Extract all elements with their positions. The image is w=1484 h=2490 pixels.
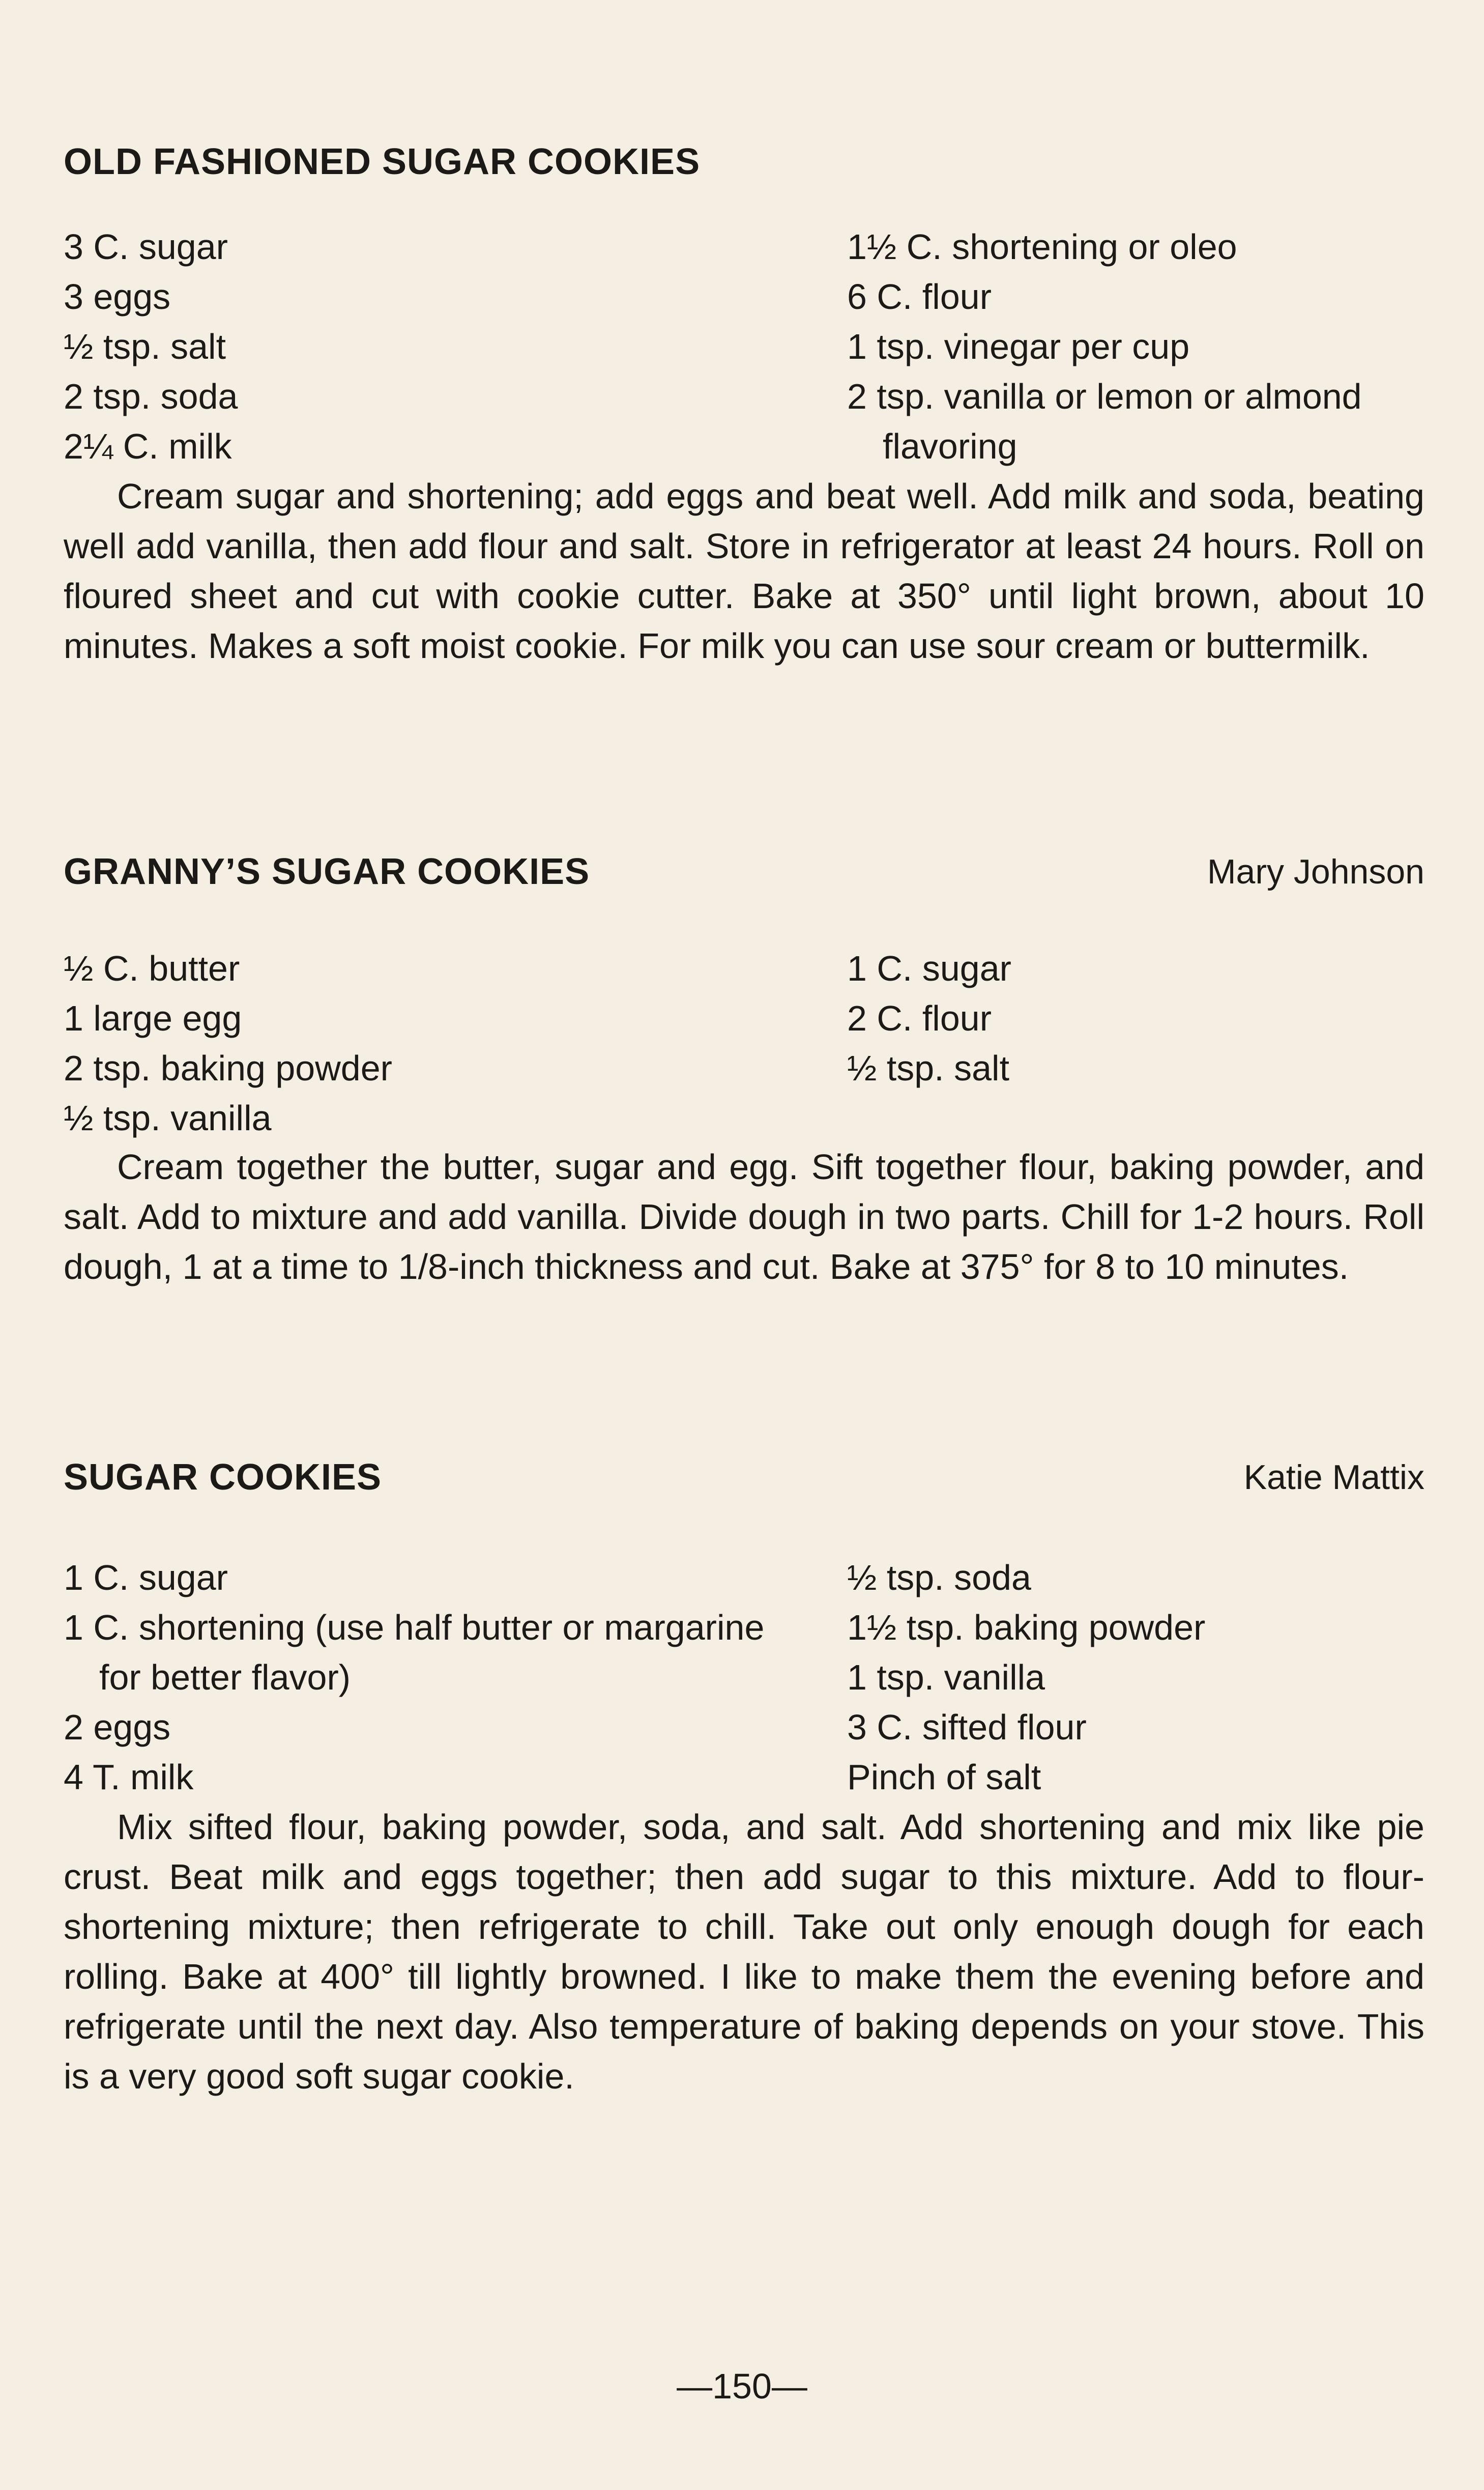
ingredient: 3 eggs <box>64 277 171 317</box>
ingredient: 2 tsp. vanilla or lemon or almond <box>847 377 1362 416</box>
recipe-author: Mary Johnson <box>1207 852 1424 891</box>
ingredient: 4 T. milk <box>64 1757 194 1797</box>
ingredient: Pinch of salt <box>847 1757 1041 1797</box>
ingredient: 2 tsp. baking powder <box>64 1048 392 1088</box>
ingredient-column-right <box>847 1553 1205 1802</box>
recipe-title: SUGAR COOKIES <box>64 1457 382 1498</box>
ingredient: 1 large egg <box>64 998 242 1038</box>
ingredient-column-left <box>64 943 392 1143</box>
recipe-title: OLD FASHIONED SUGAR COOKIES <box>64 141 701 182</box>
ingredient: ½ tsp. salt <box>64 327 226 366</box>
ingredient: 3 C. sifted flour <box>847 1707 1087 1747</box>
ingredient: 1½ tsp. baking powder <box>847 1608 1206 1647</box>
ingredient: flavoring <box>883 426 1017 466</box>
ingredient: ½ tsp. salt <box>847 1048 1010 1088</box>
recipe-title: GRANNY’S SUGAR COOKIES <box>64 851 590 892</box>
ingredient-column-left <box>64 222 238 471</box>
ingredient-column-right <box>847 943 1011 1093</box>
recipe-old-fashioned-sugar-cookies <box>64 137 1424 666</box>
ingredient: 1 tsp. vanilla <box>847 1657 1045 1697</box>
ingredient: 1½ C. shortening or oleo <box>847 227 1237 267</box>
recipe-sugar-cookies <box>64 1453 1424 2096</box>
ingredient: 2 eggs <box>64 1707 171 1747</box>
ingredient: 3 C. sugar <box>64 227 228 267</box>
ingredient-list <box>64 222 1424 471</box>
ingredient: 2 tsp. soda <box>64 377 238 416</box>
recipe-header <box>64 847 1424 896</box>
ingredient: 1 C. shortening (use half butter or margarine <box>64 1608 765 1647</box>
recipe-header <box>64 1453 1424 1502</box>
ingredient-column-right <box>847 222 1362 471</box>
ingredient: for better flavor) <box>99 1657 351 1697</box>
recipe-instructions: Cream together the butter, sugar and egg. Sift together flour, baking powder, and salt. Add to mixture and add vanilla. Divide dough in two parts. Chill for 1-2 hours. Roll dough, 1 at a time to 1/8-inch thickness and cut. Bake at 375° for 8 to 10 minutes. <box>64 1147 1424 1286</box>
page-number: —150— <box>677 2366 807 2406</box>
recipe-grannys-sugar-cookies <box>64 847 1424 1286</box>
ingredient-list <box>64 943 1424 1143</box>
ingredient: ½ tsp. vanilla <box>64 1098 272 1138</box>
ingredient: ½ C. butter <box>64 949 240 988</box>
recipe-instructions: Mix sifted flour, baking powder, soda, and salt. Add shortening and mix like pie crust. Beat milk and eggs together; then add sugar to this mixture. Add to flour-shortening mixture; then refrigerate to chill. Take out only enough dough for each rolling. Bake at 400° till lightly browned. I like to make them the evening before and refrigerate until the next day. Also temperature of baking depends on your stove. This is a very good soft sugar cookie. <box>64 1807 1424 2096</box>
ingredient: 1 C. sugar <box>847 949 1011 988</box>
ingredient: 2 C. flour <box>847 998 992 1038</box>
ingredient: 1 C. sugar <box>64 1558 228 1597</box>
ingredient: 2¼ C. milk <box>64 426 232 466</box>
recipe-author: Katie Mattix <box>1243 1458 1424 1497</box>
ingredient: 1 tsp. vinegar per cup <box>847 327 1190 366</box>
ingredient-column-left <box>64 1553 764 1802</box>
ingredient-list <box>64 1553 1424 1802</box>
ingredient: 6 C. flour <box>847 277 992 317</box>
recipe-instructions: Cream sugar and shortening; add eggs and beat well. Add milk and soda, beating well add vanilla, then add flour and salt. Store in refrigerator at least 24 hours. Roll on floured sheet and cut with cookie cutter. Bake at 350° until light brown, about 10 minutes. Makes a soft moist cookie. For milk you can use sour cream or buttermilk. <box>64 476 1424 666</box>
ingredient: ½ tsp. soda <box>847 1558 1031 1597</box>
